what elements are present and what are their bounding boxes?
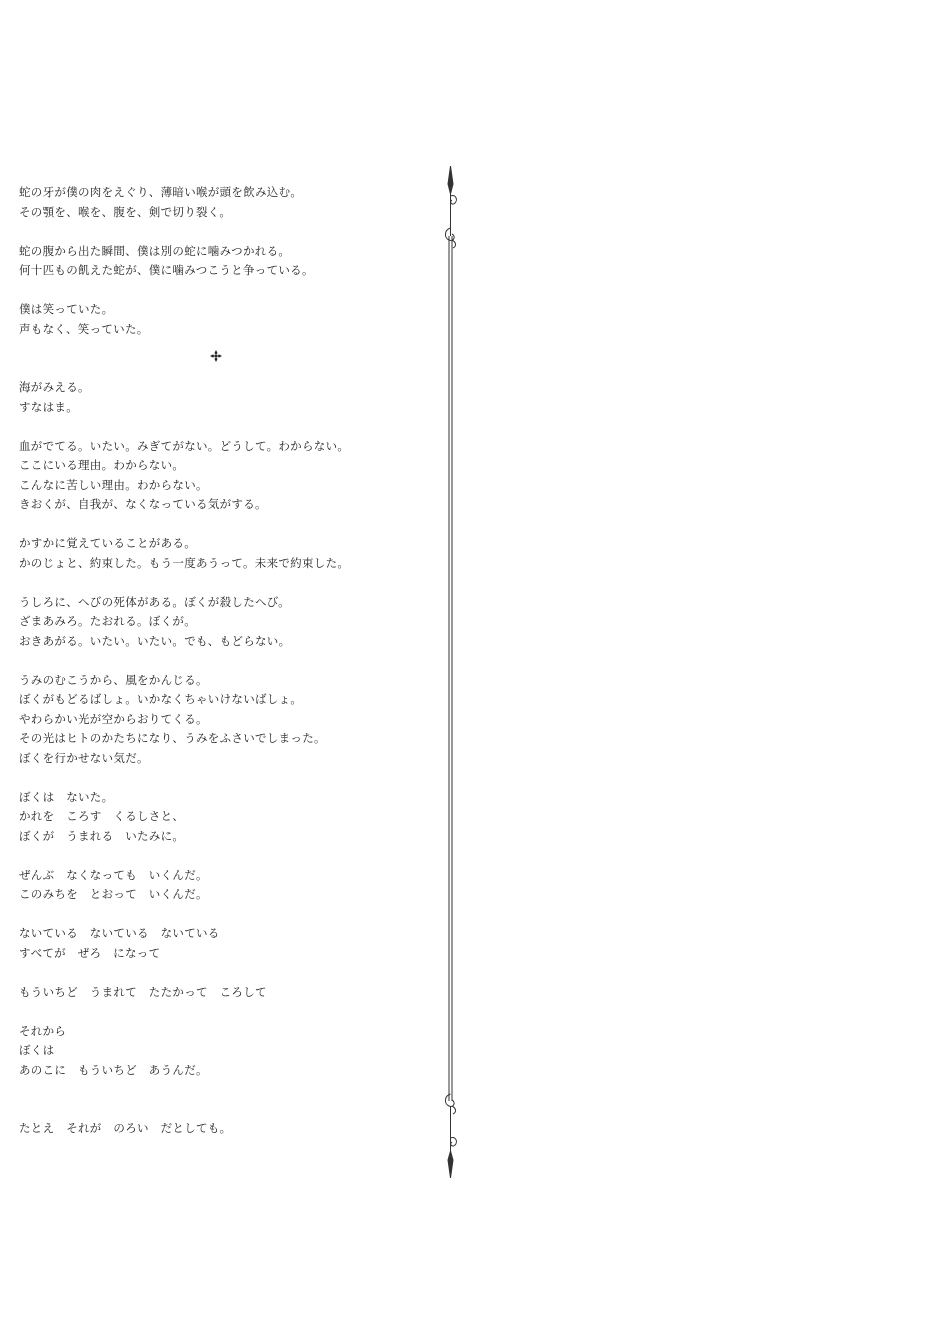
text-line: 蛇の腹から出た瞬間、僕は別の蛇に噛みつかれる。 bbox=[19, 243, 291, 258]
text-line: ぼくがもどるばしょ。いかなくちゃいけないばしょ。 bbox=[19, 692, 303, 706]
text-line: すべてが ぜろ になって bbox=[19, 945, 161, 960]
paragraph-gap bbox=[19, 1002, 439, 1022]
text-line: その顎を、喉を、腹を、剣で切り裂く。 bbox=[19, 204, 232, 219]
paragraph-gap bbox=[19, 515, 439, 535]
text-line: たとえ それが のろい だとしても。 bbox=[19, 1121, 232, 1135]
paragraph-gap bbox=[19, 222, 439, 242]
text-line: 声もなく、笑っていた。 bbox=[19, 321, 149, 336]
paragraph-gap bbox=[19, 846, 439, 866]
decorative-divider-ornament bbox=[436, 166, 470, 1178]
text-line: その光はヒトのかたちになり、うみをふさいでしまった。 bbox=[19, 731, 326, 745]
text-line: ぜんぶ なくなっても いくんだ。 bbox=[19, 867, 208, 882]
text-line: きおくが、自我が、なくなっている気がする。 bbox=[19, 497, 267, 511]
text-line: おきあがる。いたい。いたい。でも、もどらない。 bbox=[19, 633, 291, 648]
text-line: ここにいる理由。わからない。 bbox=[19, 458, 185, 472]
text-line: 蛇の牙が僕の肉をえぐり、薄暗い喉が頭を飲み込む。 bbox=[19, 185, 303, 199]
paragraph-gap bbox=[19, 963, 439, 983]
text-line: ぼくを行かせない気だ。 bbox=[19, 750, 149, 765]
fleuron-separator-icon bbox=[209, 349, 223, 363]
text-line: 血がでてる。いたい。みぎてがない。どうして。わからない。 bbox=[19, 438, 350, 453]
text-line: 僕は笑っていた。 bbox=[19, 302, 114, 316]
text-line: ぼくが うまれる いたみに。 bbox=[19, 828, 185, 843]
text-line: うみのむこうから、風をかんじる。 bbox=[19, 672, 208, 687]
text-line: かすかに覚えていることがある。 bbox=[19, 536, 196, 550]
text-line: ざまあみろ。たおれる。ぼくが。 bbox=[19, 614, 196, 628]
text-line: 何十匹もの飢えた蛇が、僕に噛みつこうと争っている。 bbox=[19, 263, 314, 277]
text-line: こんなに苦しい理由。わからない。 bbox=[19, 477, 208, 492]
section-separator bbox=[19, 339, 439, 378]
text-line: すなはま。 bbox=[19, 399, 78, 414]
text-line: かれを ころす くるしさと、 bbox=[19, 809, 185, 823]
text-line: もういちど うまれて たたかって ころして bbox=[19, 984, 267, 999]
paragraph-gap bbox=[19, 905, 439, 925]
paragraph-gap bbox=[19, 1080, 439, 1119]
text-line: それから bbox=[19, 1023, 67, 1038]
text-line: やわらかい光が空からおりてくる。 bbox=[19, 711, 208, 726]
story-text bbox=[19, 183, 439, 1139]
text-line: ないている ないている ないている bbox=[19, 926, 220, 940]
text-line: うしろに、へびの死体がある。ぼくが殺したへび。 bbox=[19, 594, 290, 609]
text-line: ぼくは bbox=[19, 1043, 55, 1057]
text-line: かのじょと、約束した。もう一度あうって。未来で約束した。 bbox=[19, 555, 350, 570]
text-line: ぼくは ないた。 bbox=[19, 789, 114, 804]
paragraph-gap bbox=[19, 768, 439, 788]
text-line: このみちを とおって いくんだ。 bbox=[19, 887, 208, 901]
paragraph-gap bbox=[19, 281, 439, 301]
paragraph-gap bbox=[19, 417, 439, 437]
text-line: あのこに もういちど あうんだ。 bbox=[19, 1062, 208, 1077]
paragraph-gap bbox=[19, 651, 439, 671]
paragraph-gap bbox=[19, 573, 439, 593]
text-line: 海がみえる。 bbox=[19, 380, 90, 394]
